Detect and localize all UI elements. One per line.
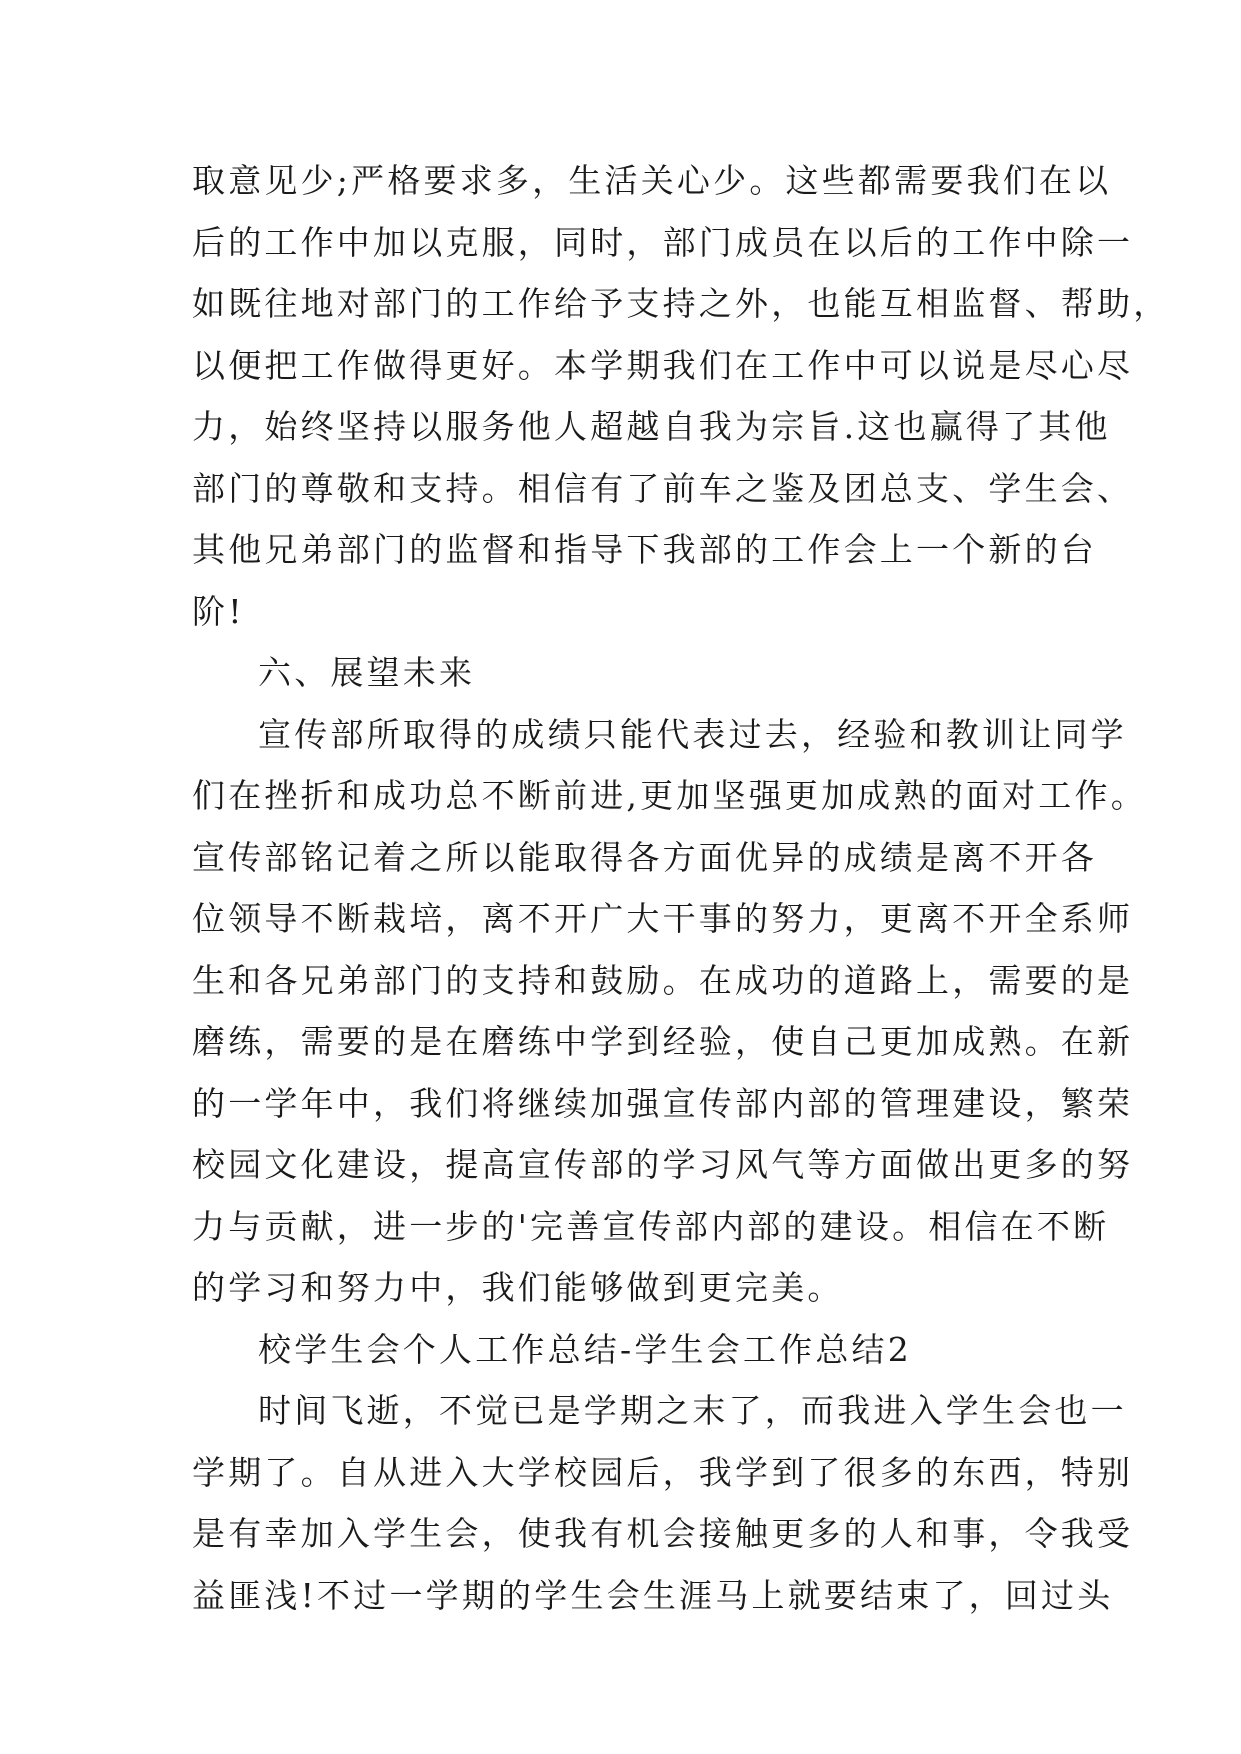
text-line: 位领导不断栽培，离不开广大干事的努力，更离不开全系师 bbox=[192, 899, 1134, 938]
text-line: 益匪浅!不过一学期的学生会生涯马上就要结束了，回过头 bbox=[192, 1575, 1114, 1615]
text-line: 的一学年中，我们将继续加强宣传部内部的管理建设，繁荣 bbox=[192, 1083, 1134, 1123]
text-line: 部门的尊敬和支持。相信有了前车之鉴及团总支、学生会、 bbox=[192, 468, 1134, 508]
text-line: 以便把工作做得更好。本学期我们在工作中可以说是尽心尽 bbox=[192, 345, 1134, 385]
text-line: 磨练，需要的是在磨练中学到经验，使自己更加成熟。在新 bbox=[192, 1022, 1134, 1061]
text-line: 如既往地对部门的工作给予支持之外，也能互相监督、帮助， bbox=[192, 284, 1170, 323]
text-line: 们在挫折和成功总不断前进,更加坚强更加成熟的面对工作。 bbox=[192, 776, 1147, 815]
text-line: 生和各兄弟部门的支持和鼓励。在成功的道路上，需要的是 bbox=[192, 960, 1134, 1000]
section-heading: 六、展望未来 bbox=[258, 653, 476, 692]
text-line: 校园文化建设，提高宣传部的学习风气等方面做出更多的努 bbox=[192, 1145, 1134, 1184]
paragraph-start: 时间飞逝，不觉已是学期之末了，而我进入学生会也一 bbox=[258, 1391, 1127, 1430]
text-line: 是有幸加入学生会，使我有机会接触更多的人和事，令我受 bbox=[192, 1514, 1134, 1553]
article-title: 校学生会个人工作总结-学生会工作总结2 bbox=[258, 1329, 912, 1369]
paragraph-start: 宣传部所取得的成绩只能代表过去，经验和教训让同学 bbox=[258, 714, 1127, 754]
text-line: 其他兄弟部门的监督和指导下我部的工作会上一个新的台 bbox=[192, 530, 1097, 569]
document-body bbox=[192, 150, 1170, 1626]
text-line: 力，始终坚持以服务他人超越自我为宗旨.这也赢得了其他 bbox=[192, 407, 1111, 446]
text-line: 学期了。自从进入大学校园后，我学到了很多的东西，特别 bbox=[192, 1452, 1134, 1492]
text-line: 的学习和努力中，我们能够做到更完美。 bbox=[192, 1268, 844, 1307]
text-line: 取意见少;严格要求多，生活关心少。这些都需要我们在以 bbox=[192, 161, 1112, 200]
text-line: 宣传部铭记着之所以能取得各方面优异的成绩是离不开各 bbox=[192, 837, 1097, 877]
text-line: 后的工作中加以克服，同时，部门成员在以后的工作中除一 bbox=[192, 222, 1134, 262]
text-line: 力与贡献，进一步的'完善宣传部内部的建设。相信在不断 bbox=[192, 1206, 1110, 1246]
text-line: 阶! bbox=[192, 591, 245, 631]
